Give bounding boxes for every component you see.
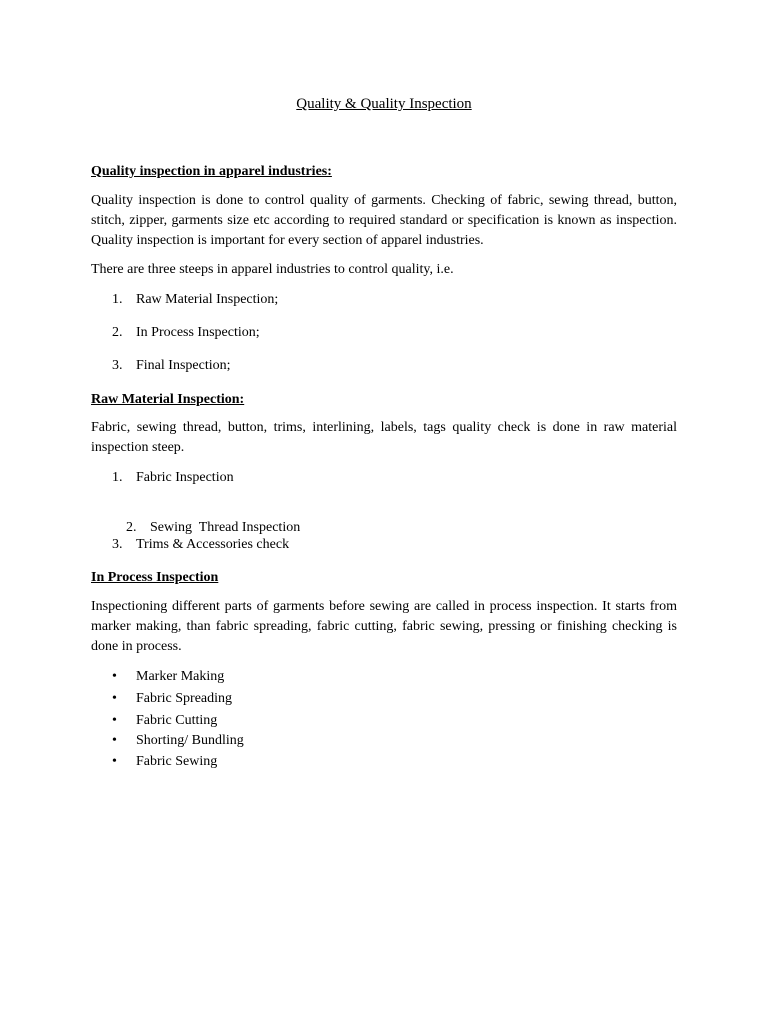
list-item [112,537,289,553]
bullet-item [112,669,224,685]
bullet-item [112,713,217,729]
bullet-icon: • [112,733,117,748]
bullet-item [112,733,244,749]
list-item [112,292,278,308]
bullet-item [112,691,232,707]
bullet-item-text: Fabric Sewing [136,754,218,769]
list-item-text: Trims & Accessories check [136,537,290,552]
bullet-icon: • [112,754,117,769]
list-number: 1. [112,292,123,307]
bullet-item-text: Shorting/ Bundling [136,733,244,748]
list-item-text: Fabric Inspection [136,470,234,485]
bullet-item-text: Fabric Cutting [136,713,218,728]
section-heading-raw-material: Raw Material Inspection: [91,392,245,407]
paragraph-quality-inspection-intro: Quality inspection is done to control quality of garments. Checking of fabric, sewing thread, button, stitch, zipper, garments size etc according to required standard or specification is known as inspection. Quality inspection is important for every section of apparel industries. [91,193,677,248]
list-item-text: In Process Inspection; [136,325,260,340]
bullet-icon: • [112,669,117,684]
list-number: 2. [126,520,137,535]
list-item [112,358,231,374]
paragraph-raw-material: Fabric, sewing thread, button, trims, interlining, labels, tags quality check is done in raw material inspection steep. [91,420,677,455]
document-title: Quality & Quality Inspection [296,96,472,112]
list-number: 2. [112,325,123,340]
list-item-text: Sewing Thread Inspection [150,520,301,535]
list-number: 3. [112,537,123,552]
list-item [112,470,234,486]
list-item-text: Final Inspection; [136,358,231,373]
list-item [112,325,260,341]
section-heading-in-process: In Process Inspection [91,570,219,585]
bullet-item-text: Fabric Spreading [136,691,233,706]
list-item-text: Raw Material Inspection; [136,292,279,307]
bullet-item [112,754,217,770]
paragraph-in-process: Inspectioning different parts of garments before sewing are called in process inspection. It starts from marker making, than fabric spreading, fabric cutting, fabric sewing, pressing or finishing checking is done in process. [91,599,677,654]
list-number: 1. [112,470,123,485]
paragraph-three-steeps: There are three steeps in apparel industries to control quality, i.e. [91,262,454,277]
bullet-icon: • [112,713,117,728]
bullet-icon: • [112,691,117,706]
section-heading-quality-inspection: Quality inspection in apparel industries: [91,164,332,179]
list-number: 3. [112,358,123,373]
bullet-item-text: Marker Making [136,669,225,684]
